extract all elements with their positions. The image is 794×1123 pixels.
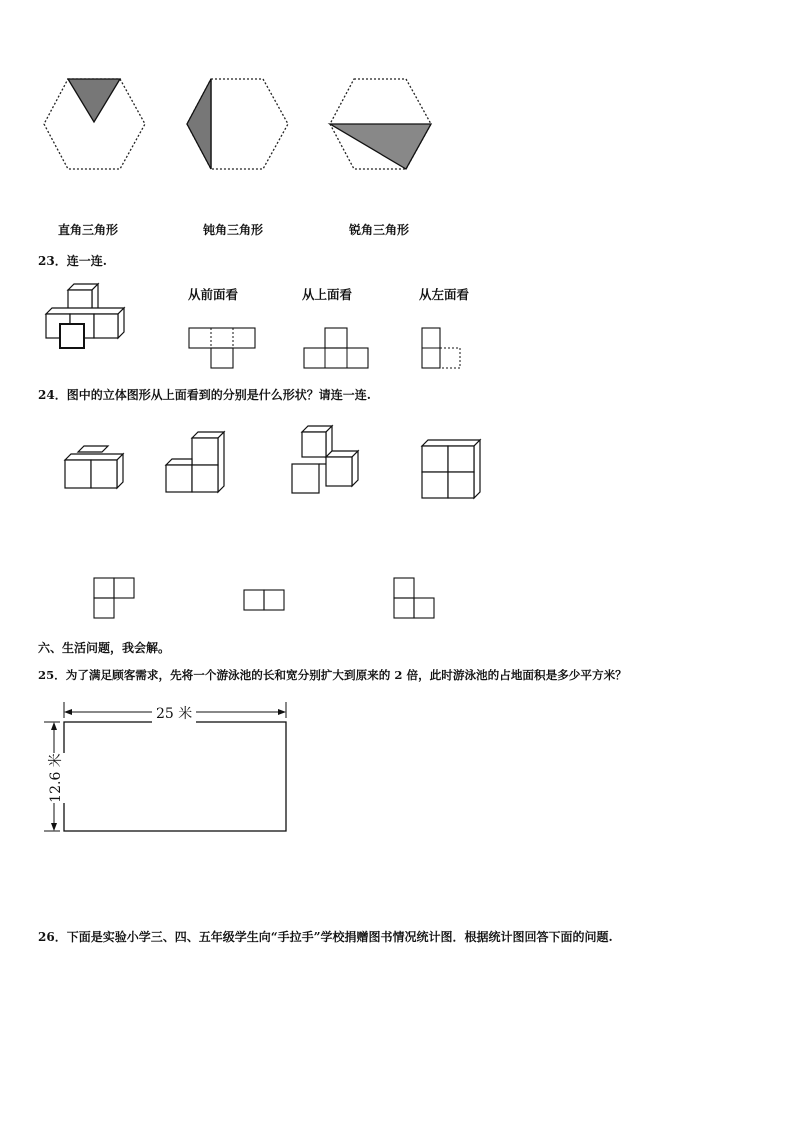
view-left-label: 从左面看 (419, 287, 470, 302)
q24-top-view-1 (93, 577, 138, 622)
label-right-triangle: 直角三角形 (58, 223, 119, 237)
q24-solid-4 (421, 440, 483, 500)
q24-solid-2 (165, 432, 230, 496)
q24-title: 24．图中的立体图形从上面看到的分别是什么形状？请连一连. (38, 388, 371, 402)
q23-view-top-shape (303, 327, 373, 372)
q26-title: 26．下面是实验小学三、四、五年级学生向“手拉手”学校捐赠图书情况统计图．根据统计图回答下面的问题. (38, 930, 613, 944)
q24-top-view-3 (393, 577, 438, 622)
q25-title: 25．为了满足顾客需求，先将一个游泳池的长和宽分别扩大到原来的 2 倍，此时游泳池的占地面积是多少平方米？ (38, 668, 627, 682)
hexagon-acute-triangle (326, 74, 436, 174)
q25-width-label: 12.6 米 (45, 753, 65, 803)
view-front-label: 从前面看 (188, 287, 239, 302)
q24-top-view-2 (243, 589, 288, 614)
q23-view-left-shape (421, 327, 471, 372)
section6-title: 六、生活问题，我会解。 (38, 641, 171, 655)
q24-solid-1 (64, 446, 134, 494)
hexagon-obtuse-triangle (183, 74, 293, 174)
view-top-label: 从上面看 (302, 287, 353, 302)
q23-title: 23．连一连. (38, 254, 107, 268)
label-acute-triangle: 锐角三角形 (349, 223, 410, 237)
q25-length-label: 25 米 (152, 703, 196, 723)
q24-solid-3 (291, 426, 366, 496)
q23-view-front-shape (188, 327, 258, 372)
label-obtuse-triangle: 钝角三角形 (203, 223, 264, 237)
hexagon-right-triangle (40, 74, 150, 174)
q23-solid-figure (42, 284, 137, 352)
